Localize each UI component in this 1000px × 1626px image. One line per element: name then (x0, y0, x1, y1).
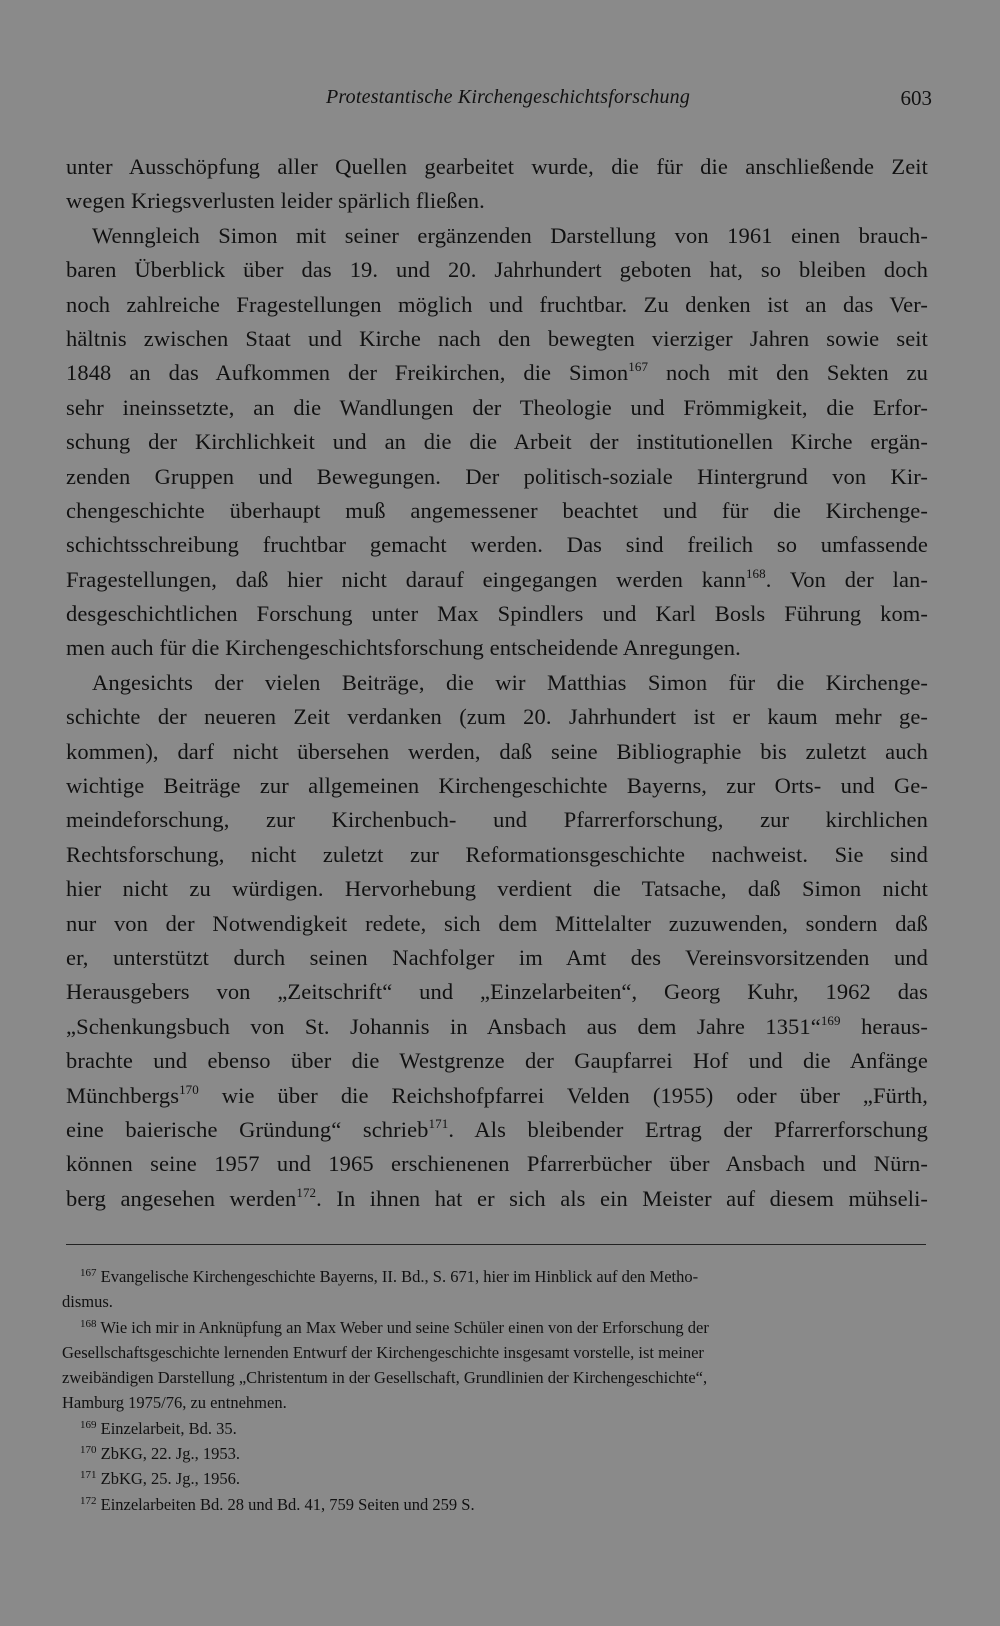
footnote-text: ZbKG, 22. Jg., 1953. (96, 1444, 240, 1464)
body-line: brachte und ebenso über die Westgrenze der Gaupfarrei Hof und die Anfänge (66, 1048, 928, 1074)
body-line: er, unterstützt durch seinen Nachfolger im Amt des Vereinsvorsitzenden und (66, 944, 928, 970)
footnote-number: 168 (80, 1317, 97, 1330)
body-line: chengeschichte überhaupt muß angemessener beachtet und für die Kirchenge- (66, 497, 928, 523)
body-line: wegen Kriegsverlusten leider spärlich fließen. (66, 188, 485, 214)
footnote-172 (62, 1492, 928, 1517)
line-text: wie über die Reichshofpfarrei Velden (1955) oder über „Fürth, (198, 1082, 928, 1108)
line-text: Fragestellungen, daß hier nicht darauf eingegangen werden kann (66, 566, 746, 592)
footnote-ref: 171 (428, 1115, 449, 1131)
footnote-171 (62, 1466, 928, 1491)
body-line: können seine 1957 und 1965 erschienenen Pfarrerbücher über Ansbach und Nürn- (66, 1151, 928, 1177)
body-line: Wenngleich Simon mit seiner ergänzenden Darstellung von 1961 einen brauch- (92, 222, 928, 248)
line-text: eine baierische Gründung“ schrieb (66, 1116, 429, 1142)
footnote-number: 172 (80, 1494, 97, 1507)
body-line: baren Überblick über das 19. und 20. Jahrhundert geboten hat, so bleiben doch (66, 257, 928, 283)
footnote-ref: 169 (820, 1012, 841, 1028)
body-line: hier nicht zu würdigen. Hervorhebung verdient die Tatsache, daß Simon nicht (66, 876, 928, 902)
footnote-line: Hamburg 1975/76, zu entnehmen. (62, 1393, 287, 1413)
footnote-line: dismus. (62, 1292, 113, 1312)
footnote-divider (66, 1244, 926, 1245)
footnote-170 (62, 1441, 928, 1466)
line-text: . In ihnen hat er sich als ein Meister auf diesem mühseli- (316, 1185, 929, 1211)
footnote-ref: 172 (296, 1184, 317, 1200)
footnote-text: Einzelarbeit, Bd. 35. (96, 1418, 237, 1438)
body-line: hältnis zwischen Staat und Kirche nach den bewegten vierziger Jahren sowie seit (66, 325, 928, 351)
body-line: sehr ineinssetzte, an die Wandlungen der Theologie und Frömmigkeit, die Erfor- (66, 394, 928, 420)
body-line: nur von der Notwendigkeit redete, sich dem Mittelalter zuzuwenden, sondern daß (66, 910, 928, 936)
footnote-text: Einzelarbeiten Bd. 28 und Bd. 41, 759 Seiten und 259 S. (96, 1494, 475, 1514)
body-line: Angesichts der vielen Beiträge, die wir Matthias Simon für die Kirchenge- (92, 669, 928, 695)
footnote-169 (62, 1416, 928, 1441)
footnote-text: ZbKG, 25. Jg., 1956. (96, 1469, 240, 1489)
line-text: Münchbergs (66, 1082, 180, 1108)
footnote-number: 169 (80, 1418, 97, 1431)
line-text: 1848 an das Aufkommen der Freikirchen, die Simon (66, 360, 629, 386)
body-line: zenden Gruppen und Bewegungen. Der politisch-soziale Hintergrund von Kir- (66, 463, 928, 489)
footnote-ref: 168 (745, 565, 766, 581)
running-title: Protestantische Kirchengeschichtsforschung (326, 86, 691, 108)
body-line (66, 1079, 928, 1113)
body-line: kommen), darf nicht übersehen werden, daß seine Bibliographie bis zuletzt auch (66, 738, 928, 764)
footnote-number: 167 (80, 1267, 97, 1279)
body-line (66, 1113, 928, 1147)
body-line (66, 356, 928, 390)
footnote-167 (62, 1264, 928, 1289)
body-line (66, 1182, 928, 1216)
body-line: wichtige Beiträge zur allgemeinen Kirchengeschichte Bayerns, zur Orts- und Ge- (66, 773, 928, 799)
page-number: 603 (900, 86, 932, 110)
line-text: heraus- (840, 1013, 928, 1039)
line-text: . Als bleibender Ertrag der Pfarrerforschung (448, 1116, 928, 1142)
footnote-number: 171 (80, 1469, 97, 1482)
footnote-text: Wie ich mir in Anknüpfung an Max Weber und seine Schüler einen von der Erforschung der (96, 1317, 709, 1337)
line-text: . Von der lan- (765, 566, 928, 592)
running-head (0, 86, 1000, 116)
line-text: „Schenkungsbuch von St. Johannis in Ansbach aus dem Jahre 1351“ (66, 1013, 821, 1039)
body-line: Herausgebers von „Zeitschrift“ und „Einzelarbeiten“, Georg Kuhr, 1962 das (66, 979, 928, 1005)
body-line: noch zahlreiche Fragestellungen möglich und fruchtbar. Zu denken ist an das Ver- (66, 291, 928, 317)
footnote-text: Evangelische Kirchengeschichte Bayerns, II. Bd., S. 671, hier im Hinblick auf den Metho- (96, 1267, 699, 1286)
line-text: noch mit den Sekten zu (648, 360, 928, 386)
body-line (66, 563, 928, 597)
body-line: men auch für die Kirchengeschichtsforschung entscheidende Anregungen. (66, 635, 741, 661)
body-line: schichtsschreibung fruchtbar gemacht werden. Das sind freilich so umfassende (66, 532, 928, 558)
footnote-line: Gesellschaftsgeschichte lernenden Entwurf der Kirchengeschichte insgesamt vorstelle, ist meiner (62, 1342, 704, 1362)
body-line: Rechtsforschung, nicht zuletzt zur Reformationsgeschichte nachweist. Sie sind (66, 841, 928, 867)
body-line (66, 1010, 928, 1044)
body-line: schichte der neueren Zeit verdanken (zum 20. Jahrhundert ist er kaum mehr ge- (66, 704, 928, 730)
footnote-number: 170 (80, 1444, 97, 1457)
body-line: unter Ausschöpfung aller Quellen gearbeitet wurde, die für die anschließende Zeit (66, 154, 928, 179)
footnote-ref: 170 (179, 1081, 199, 1097)
body-line: meindeforschung, zur Kirchenbuch- und Pfarrerforschung, zur kirchlichen (66, 807, 928, 833)
footnote-ref: 167 (628, 359, 649, 375)
footnotes (62, 1264, 928, 1517)
line-text: berg angesehen werden (66, 1185, 297, 1211)
body-line: schung der Kirchlichkeit und an die die Arbeit der institutionellen Kirche ergän- (66, 429, 928, 455)
body-text (66, 150, 928, 1216)
body-line: desgeschichtlichen Forschung unter Max Spindlers und Karl Bosls Führung kom- (66, 601, 928, 627)
footnote-168 (62, 1315, 928, 1340)
footnote-line: zweibändigen Darstellung „Christentum in der Gesellschaft, Grundlinien der Kirchengeschichte“, (62, 1368, 708, 1388)
